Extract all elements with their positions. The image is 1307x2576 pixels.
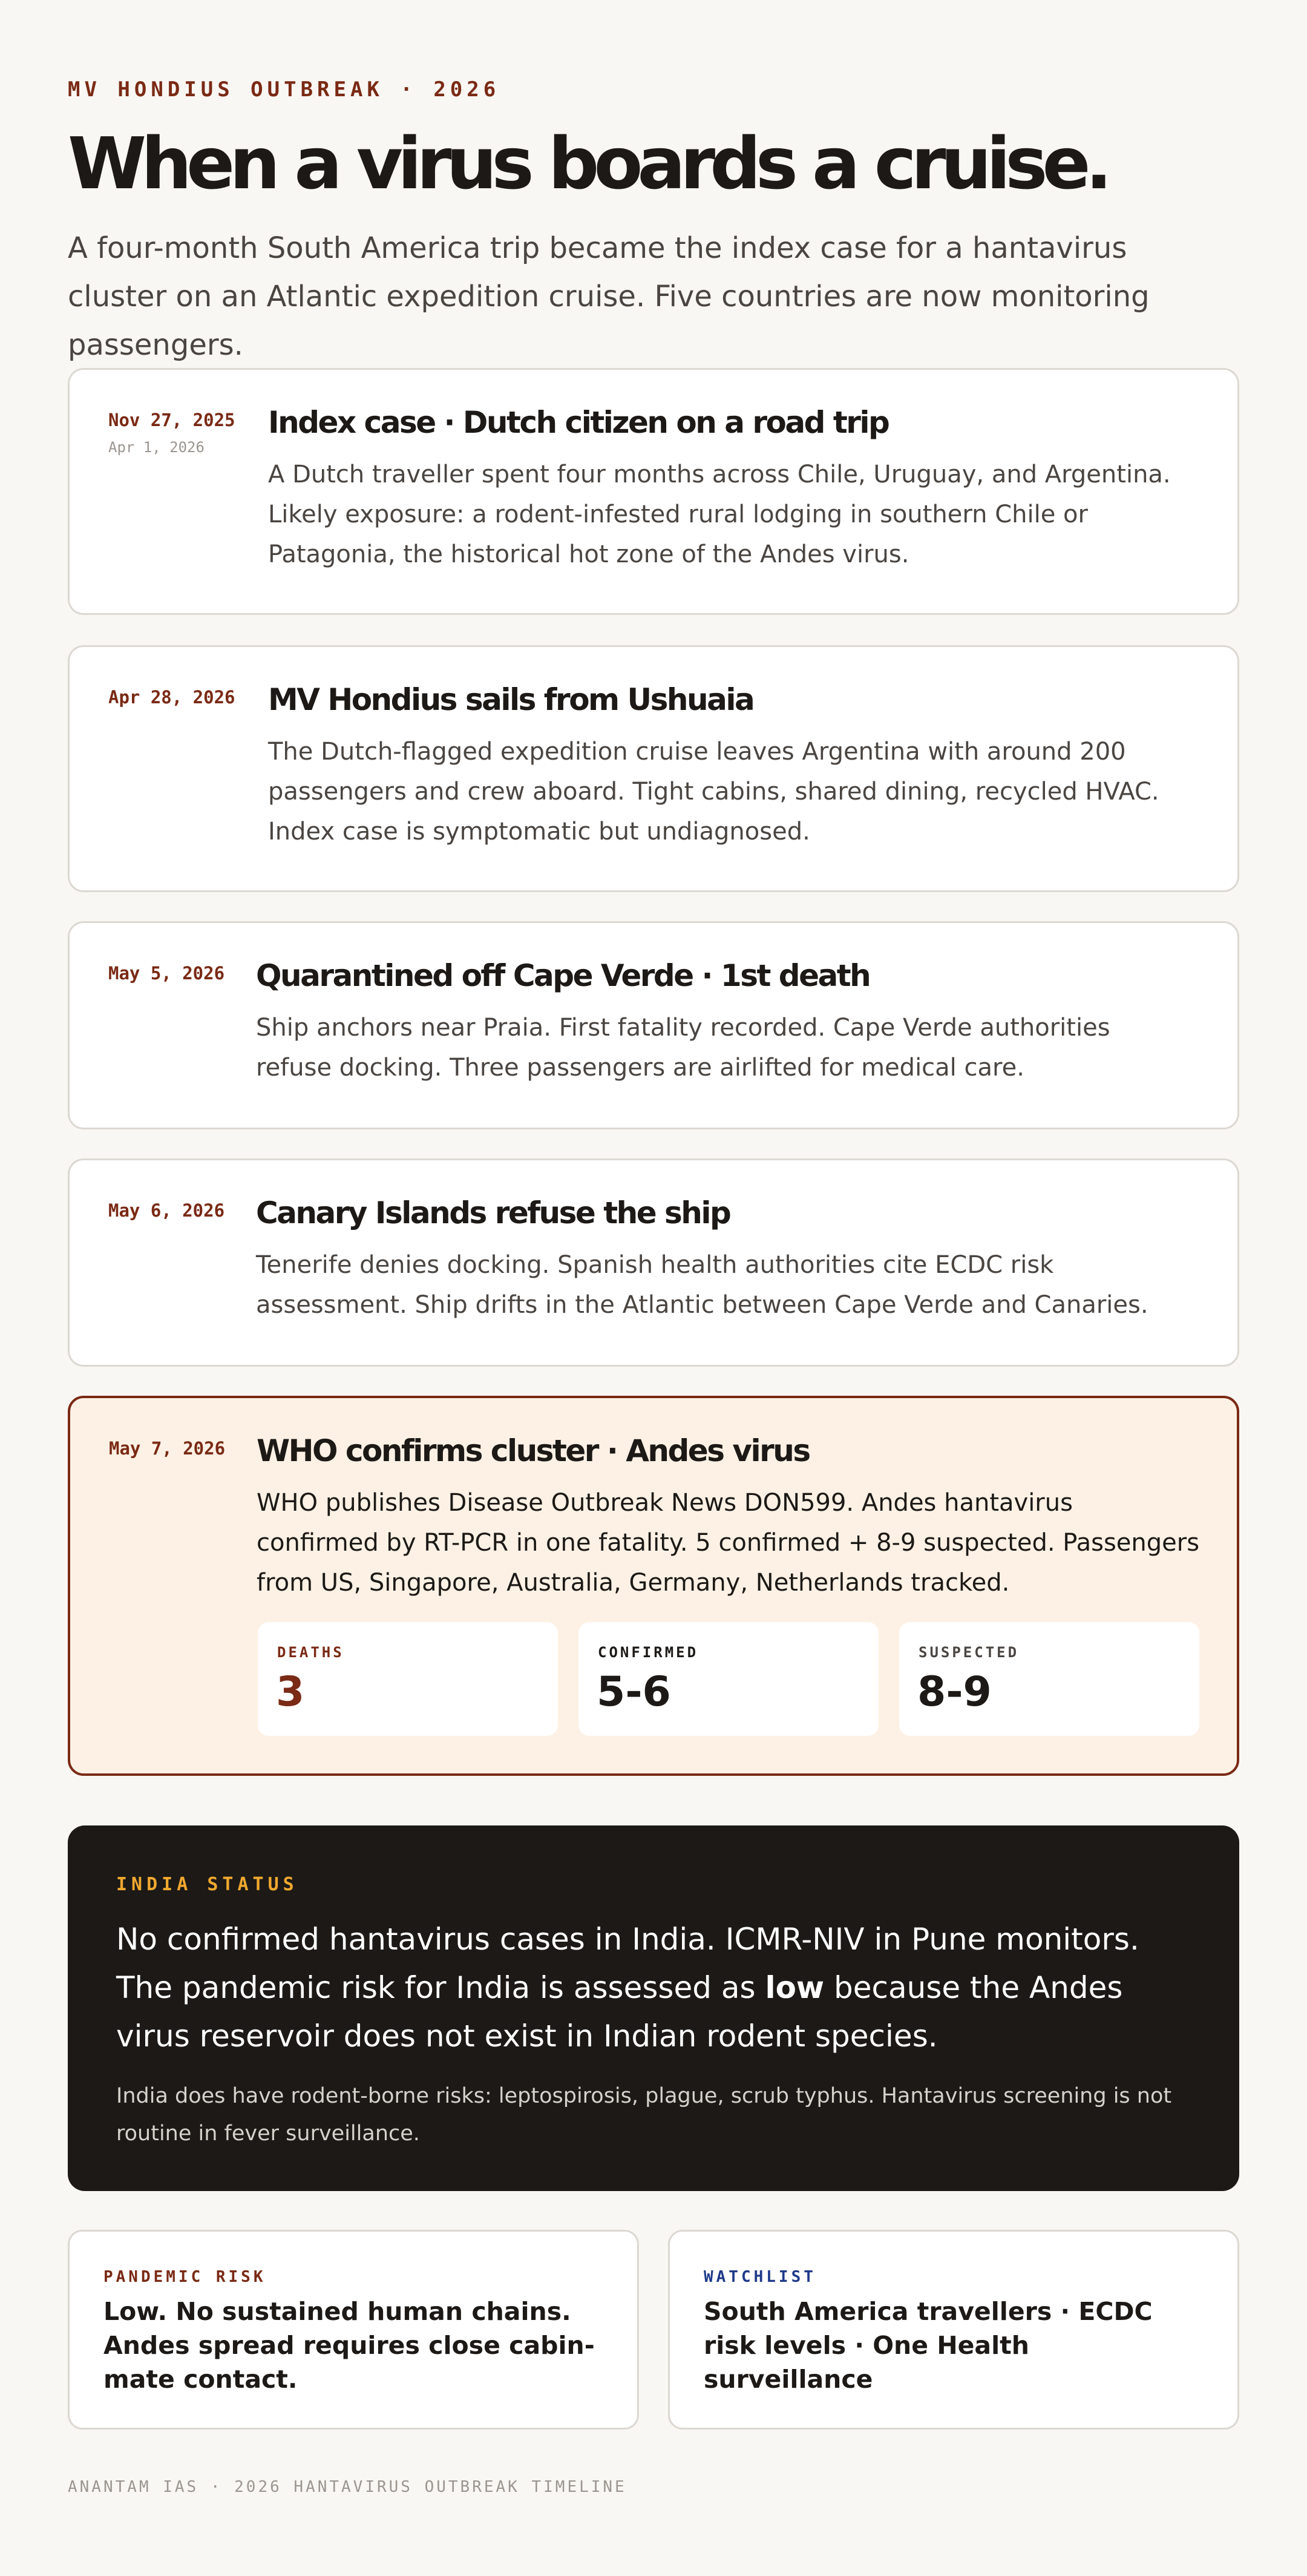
- event-date: Apr 28, 2026: [108, 687, 235, 708]
- pandemic-risk-text: Low. No sustained human chains. Andes spread requires close cabin-mate contact.: [103, 2297, 595, 2394]
- timeline-card-who-confirms: [68, 1396, 1239, 1776]
- event-title: MV Hondius sails from Ushuaia: [268, 682, 754, 717]
- india-risk-level: low: [765, 1970, 825, 2005]
- stat-label: SUSPECTED: [919, 1644, 1020, 1661]
- event-date: May 7, 2026: [109, 1438, 226, 1459]
- page-title: When a virus boards a cruise.: [68, 122, 1107, 205]
- pandemic-risk-label: PANDEMIC RISK: [103, 2268, 266, 2286]
- event-title: Index case · Dutch citizen on a road trip: [268, 405, 889, 440]
- event-title: WHO confirms cluster · Andes virus: [257, 1433, 810, 1468]
- india-status-panel: [68, 1825, 1239, 2191]
- india-status-label: INDIA STATUS: [116, 1874, 298, 1895]
- event-title: Canary Islands refuse the ship: [256, 1195, 730, 1230]
- stat-value: 8-9: [917, 1668, 992, 1716]
- stat-confirmed: [578, 1622, 879, 1736]
- intro-text: A four-month South America trip became the index case for a hantavirus cluster on an Atlantic expedition cruise. Five countries are now monitoring passengers.: [68, 231, 1150, 362]
- india-status-note: India does have rodent-borne risks: leptospirosis, plague, scrub typhus. Hantavirus screening is not routine in fever surveillance.: [116, 2084, 1172, 2146]
- event-body: Ship anchors near Praia. First fatality recorded. Cape Verde authorities refuse docking. Three passengers are airlifted for medical care.: [256, 1014, 1110, 1082]
- stat-label: CONFIRMED: [598, 1644, 699, 1661]
- stat-label: DEATHS: [277, 1644, 344, 1661]
- event-body: WHO publishes Disease Outbreak News DON599. Andes hantavirus confirmed by RT-PCR in one fatality. 5 confirmed + 8-9 suspected. Passengers from US, Singapore, Australia, Germany, Netherlands tracked.: [257, 1489, 1200, 1597]
- watchlist-label: WATCHLIST: [704, 2268, 816, 2286]
- stat-value: 5-6: [597, 1668, 671, 1716]
- pandemic-risk-card: [68, 2230, 639, 2430]
- event-subdate: Apr 1, 2026: [108, 439, 205, 456]
- event-body: A Dutch traveller spent four months across Chile, Uruguay, and Argentina. Likely exposure: a rodent-infested rural lodging in southern Chile or Patagonia, the historical hot zone of the Andes virus.: [268, 461, 1171, 568]
- watchlist-card: [668, 2230, 1239, 2430]
- timeline-card-cape-verde: [68, 921, 1239, 1129]
- stat-suspected: [899, 1622, 1199, 1736]
- stat-deaths: [258, 1622, 558, 1736]
- footer: ANANTAM IAS · 2026 HANTAVIRUS OUTBREAK TIMELINE: [68, 2478, 627, 2496]
- event-body: Tenerife denies docking. Spanish health authorities cite ECDC risk assessment. Ship drifts in the Atlantic between Cape Verde and Canaries.: [256, 1251, 1148, 1319]
- event-date: May 5, 2026: [108, 963, 225, 984]
- watchlist-text: South America travellers · ECDC risk levels · One Health surveillance: [704, 2297, 1153, 2394]
- stat-value: 3: [276, 1668, 305, 1716]
- india-status-text-start: No confirmed hantavirus cases in India. ICMR-NIV in Pune monitors. The pandemic risk for India is assessed as: [116, 1922, 1139, 2005]
- india-status-text-end: because the Andes virus reservoir does not exist in Indian rodent species.: [116, 1970, 1123, 2054]
- event-body: The Dutch-flagged expedition cruise leaves Argentina with around 200 passengers and crew aboard. Tight cabins, shared dining, recycled HVAC. Index case is symptomatic but undiagnosed.: [268, 738, 1159, 846]
- india-status-text: [116, 1915, 1199, 2060]
- timeline-card-index-case: [68, 368, 1239, 615]
- event-date: May 6, 2026: [108, 1200, 225, 1221]
- timeline-card-sails: [68, 645, 1239, 892]
- event-date: Nov 27, 2025: [108, 410, 235, 430]
- event-title: Quarantined off Cape Verde · 1st death: [256, 958, 870, 993]
- kicker: MV HONDIUS OUTBREAK · 2026: [68, 77, 500, 102]
- timeline-card-canary-islands: [68, 1158, 1239, 1367]
